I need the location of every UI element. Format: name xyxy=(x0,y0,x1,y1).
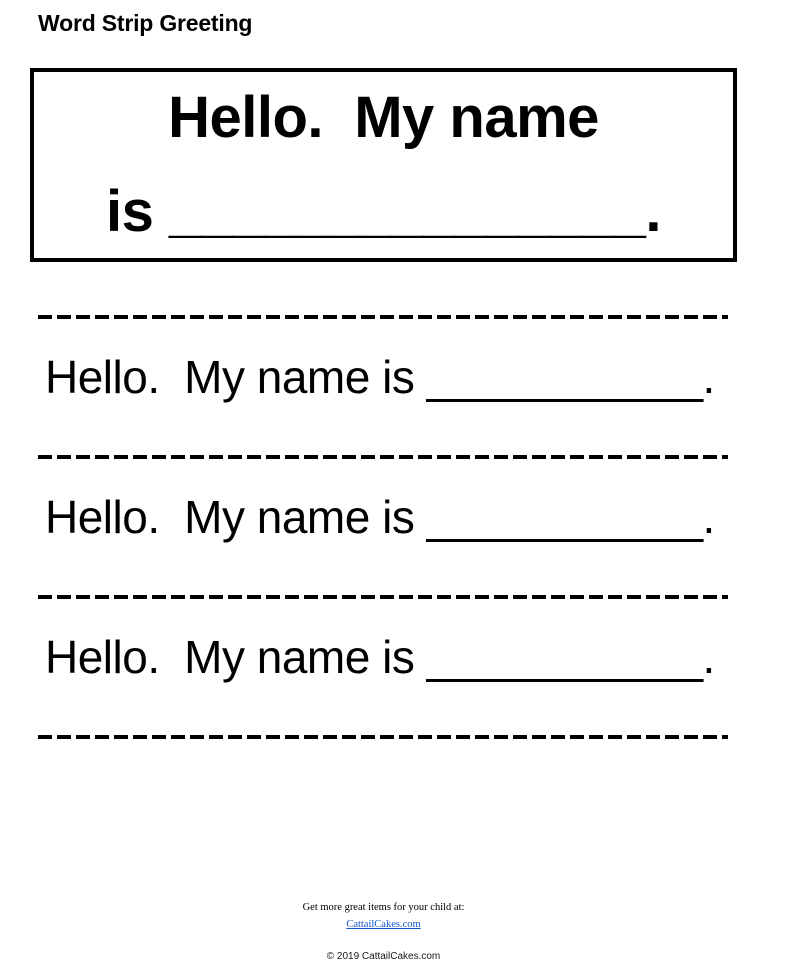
banner-line-1: Hello. My name xyxy=(168,85,599,150)
greeting-banner xyxy=(30,68,737,262)
word-strip-2: Hello. My name is ___________. xyxy=(45,491,715,543)
cut-line-3 xyxy=(38,595,728,599)
word-strip-1: Hello. My name is ___________. xyxy=(45,351,715,403)
copyright-text: © 2019 CattailCakes.com xyxy=(326,951,441,962)
cut-line-4 xyxy=(38,735,728,739)
banner-line-2: is _______________. xyxy=(106,179,661,244)
cattailcakes-link[interactable]: CattailCakes.com xyxy=(346,919,421,930)
footer xyxy=(30,901,737,963)
promo-text: Get more great items for your child at: xyxy=(302,902,465,913)
cut-line-1 xyxy=(38,315,728,319)
cut-line-2 xyxy=(38,455,728,459)
word-strip-3: Hello. My name is ___________. xyxy=(45,631,715,683)
page-title: Word Strip Greeting xyxy=(38,10,253,36)
